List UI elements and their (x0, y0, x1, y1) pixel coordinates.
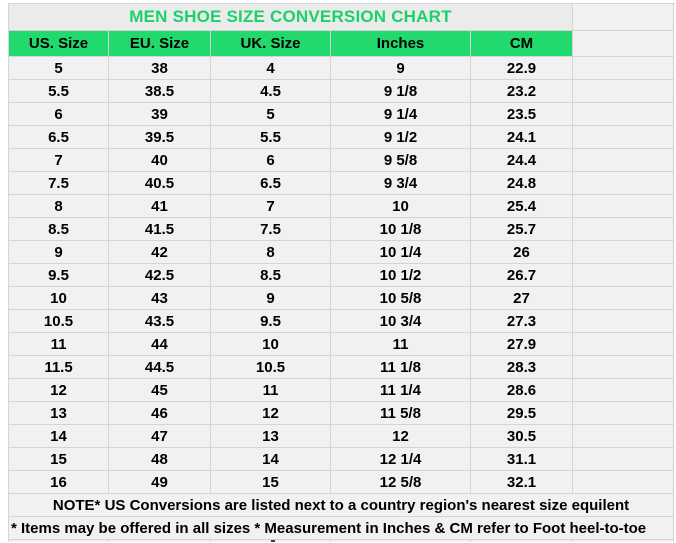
table-cell: 6 (9, 103, 109, 126)
table-row (9, 149, 675, 172)
table-cell: 13 (211, 425, 331, 448)
column-header-uk-size: UK. Size (211, 31, 331, 57)
table-cell: 7 (211, 195, 331, 218)
table-cell: 7 (9, 149, 109, 172)
table-cell: 27.9 (471, 333, 573, 356)
page-title: MEN SHOE SIZE CONVERSION CHART (9, 4, 573, 31)
table-cell: 6.5 (211, 172, 331, 195)
table-cell: 6 (211, 149, 331, 172)
table-row (9, 356, 675, 379)
table-cell: 24.8 (471, 172, 573, 195)
table-cell: 10 (331, 195, 471, 218)
table-cell: 27 (471, 287, 573, 310)
empty-cell (573, 103, 674, 126)
table-cell: 14 (211, 448, 331, 471)
empty-cell (573, 379, 674, 402)
table-cell: 44.5 (109, 356, 211, 379)
empty-cell (573, 218, 674, 241)
table-cell: 10 3/4 (331, 310, 471, 333)
empty-cell (573, 31, 674, 57)
table-cell: 42.5 (109, 264, 211, 287)
table-cell: 10 (9, 287, 109, 310)
table-cell: 9 (9, 241, 109, 264)
empty-cell (573, 425, 674, 448)
table-cell: 9.5 (211, 310, 331, 333)
table-row (9, 287, 675, 310)
table-row (9, 80, 675, 103)
table-cell: 9 1/8 (331, 80, 471, 103)
table-cell: 27.3 (471, 310, 573, 333)
table-row (9, 172, 675, 195)
table-cell: 44 (109, 333, 211, 356)
table-cell: 12 (211, 402, 331, 425)
column-header-inches: Inches (331, 31, 471, 57)
table-cell: 5 (9, 57, 109, 80)
note-row-1 (9, 494, 675, 517)
table-cell: 43 (109, 287, 211, 310)
table-cell: 23.5 (471, 103, 573, 126)
table-cell: 26 (471, 241, 573, 264)
empty-cell (573, 80, 674, 103)
empty-cell (573, 448, 674, 471)
table-cell: 28.6 (471, 379, 573, 402)
table-cell: 9.5 (9, 264, 109, 287)
empty-cell (471, 540, 573, 542)
table-cell: 9 1/4 (331, 103, 471, 126)
empty-cell (9, 540, 109, 542)
table-cell: 9 5/8 (331, 149, 471, 172)
table-cell: 8.5 (9, 218, 109, 241)
table-cell: 7.5 (9, 172, 109, 195)
table-cell: 25.7 (471, 218, 573, 241)
table-cell: 46 (109, 402, 211, 425)
table-row (9, 448, 675, 471)
table-cell: 9 3/4 (331, 172, 471, 195)
table-cell: 39 (109, 103, 211, 126)
table-cell: 41 (109, 195, 211, 218)
empty-cell (331, 540, 471, 542)
table-cell: 5 (211, 103, 331, 126)
table-cell: 30.5 (471, 425, 573, 448)
table-row (9, 379, 675, 402)
table-cell: 38.5 (109, 80, 211, 103)
conversion-chart-table (8, 3, 675, 542)
table-cell: 38 (109, 57, 211, 80)
table-cell: 11 (331, 333, 471, 356)
table-cell: 22.9 (471, 57, 573, 80)
column-header-cm: CM (471, 31, 573, 57)
partial-bottom-row (9, 540, 675, 542)
table-cell: 9 (331, 57, 471, 80)
table-cell: 24.4 (471, 149, 573, 172)
table-cell: 12 5/8 (331, 471, 471, 494)
table-row (9, 218, 675, 241)
empty-cell (573, 310, 674, 333)
table-cell: 9 1/2 (331, 126, 471, 149)
table-cell: 40.5 (109, 172, 211, 195)
table-cell: 10.5 (9, 310, 109, 333)
empty-cell (573, 4, 674, 31)
table-row (9, 425, 675, 448)
table-cell: 11 5/8 (331, 402, 471, 425)
table-cell: 15 (9, 448, 109, 471)
empty-cell (573, 149, 674, 172)
table-cell: 11 (211, 379, 331, 402)
table-cell: 4.5 (211, 80, 331, 103)
table-row (9, 264, 675, 287)
table-cell: 49 (109, 471, 211, 494)
table-cell: 4 (211, 57, 331, 80)
table-cell: 12 1/4 (331, 448, 471, 471)
table-cell: 11.5 (9, 356, 109, 379)
table-cell: 14 (9, 425, 109, 448)
empty-cell (573, 333, 674, 356)
table-cell: 10.5 (211, 356, 331, 379)
table-cell: 40 (109, 149, 211, 172)
table-cell: 13 (9, 402, 109, 425)
table-row (9, 57, 675, 80)
table-cell: 10 1/4 (331, 241, 471, 264)
empty-cell (573, 172, 674, 195)
table-cell: 39.5 (109, 126, 211, 149)
table-cell: 11 1/8 (331, 356, 471, 379)
title-row (9, 4, 675, 31)
table-row (9, 471, 675, 494)
empty-cell (573, 471, 674, 494)
table-cell: 15 (211, 471, 331, 494)
table-row (9, 333, 675, 356)
table-cell: 31.1 (471, 448, 573, 471)
table-cell: 10 1/2 (331, 264, 471, 287)
table-cell: 8.5 (211, 264, 331, 287)
table-cell: 45 (109, 379, 211, 402)
table-cell: 16 (9, 471, 109, 494)
empty-cell (573, 402, 674, 425)
table-cell: 11 (9, 333, 109, 356)
table-cell: 7.5 (211, 218, 331, 241)
empty-cell (573, 126, 674, 149)
table-cell: 8 (211, 241, 331, 264)
empty-cell (573, 287, 674, 310)
table-row (9, 241, 675, 264)
table-cell: 32.1 (471, 471, 573, 494)
table-cell: 29.5 (471, 402, 573, 425)
table-cell: 12 (331, 425, 471, 448)
table-row (9, 103, 675, 126)
empty-cell (573, 57, 674, 80)
table-cell: 5.5 (9, 80, 109, 103)
clipped-text-fragment (271, 540, 275, 542)
table-cell: 28.3 (471, 356, 573, 379)
note-row-2 (9, 517, 675, 540)
empty-cell (573, 195, 674, 218)
empty-cell (573, 264, 674, 287)
table-cell: 26.7 (471, 264, 573, 287)
table-cell: 43.5 (109, 310, 211, 333)
table-cell: 10 1/8 (331, 218, 471, 241)
table-row (9, 310, 675, 333)
empty-cell (109, 540, 211, 542)
column-header-eu-size: EU. Size (109, 31, 211, 57)
table-cell: 6.5 (9, 126, 109, 149)
table-cell: 8 (9, 195, 109, 218)
table-cell: 11 1/4 (331, 379, 471, 402)
empty-cell (573, 241, 674, 264)
note-text-1: NOTE* US Conversions are listed next to a country region's nearest size equilent (9, 494, 674, 517)
table-cell: 41.5 (109, 218, 211, 241)
table-cell: 24.1 (471, 126, 573, 149)
column-header-row (9, 31, 675, 57)
table-cell: 23.2 (471, 80, 573, 103)
table-cell: 9 (211, 287, 331, 310)
table-cell: 10 5/8 (331, 287, 471, 310)
table-cell: 47 (109, 425, 211, 448)
table-row (9, 402, 675, 425)
empty-cell (573, 540, 674, 542)
column-header-us-size: US. Size (9, 31, 109, 57)
empty-cell (573, 356, 674, 379)
table-row (9, 126, 675, 149)
table-cell: 25.4 (471, 195, 573, 218)
table-cell: 5.5 (211, 126, 331, 149)
table-cell: 48 (109, 448, 211, 471)
table-row (9, 195, 675, 218)
table-cell: 12 (9, 379, 109, 402)
table-cell: 10 (211, 333, 331, 356)
table-body (9, 57, 675, 494)
table-cell: 42 (109, 241, 211, 264)
note-text-2: * Items may be offered in all sizes * Measurement in Inches & CM refer to Foot heel-to-toe (9, 517, 674, 540)
